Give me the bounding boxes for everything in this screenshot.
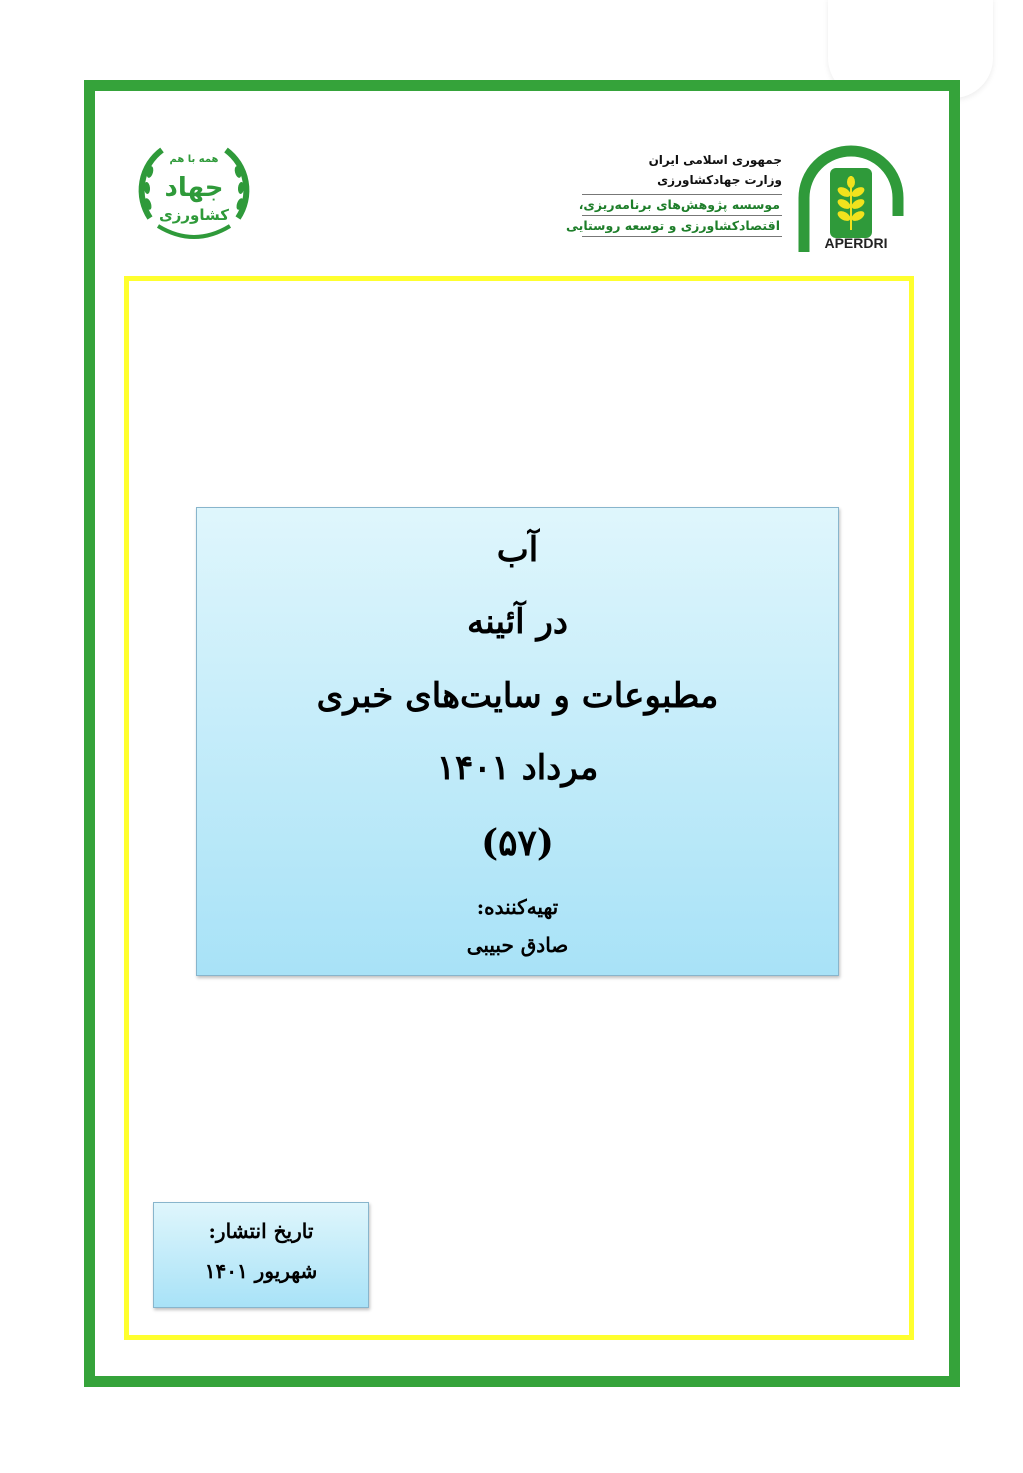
institute-line-2: اقتصادکشاورزی و توسعه روستایی bbox=[582, 215, 782, 237]
aperdri-logo bbox=[790, 140, 912, 262]
svg-text:کشاورزی: کشاورزی bbox=[159, 206, 229, 224]
title-line-3: مطبوعات و سایت‌های خبری bbox=[316, 676, 719, 716]
jahad-keshavarzi-logo bbox=[130, 126, 258, 258]
institute-line-1: موسسه پژوهش‌های برنامه‌ریزی، bbox=[582, 194, 782, 215]
title-box bbox=[196, 507, 839, 976]
svg-text:همه با هم: همه با هم bbox=[169, 154, 219, 165]
title-line-4: مرداد ۱۴۰۱ bbox=[436, 748, 599, 788]
issue-number: (۵۷) bbox=[481, 822, 554, 864]
svg-text:APERDRI: APERDRI bbox=[824, 235, 888, 251]
ministry-header bbox=[566, 150, 782, 237]
author-name: صادق حبیبی bbox=[466, 933, 569, 957]
publication-date-box bbox=[153, 1202, 369, 1308]
svg-text:جهاد: جهاد bbox=[164, 173, 224, 203]
publication-date-value: شهریور ۱۴۰۱ bbox=[204, 1259, 318, 1283]
title-line-2: در آئینه bbox=[466, 602, 569, 642]
publication-date-label: تاریخ انتشار: bbox=[208, 1219, 314, 1243]
title-line-1: آب bbox=[496, 530, 539, 570]
org-line-1: جمهوری اسلامی ایران bbox=[648, 153, 782, 167]
org-line-2: وزارت جهادکشاورزی bbox=[657, 173, 782, 187]
prepared-by-label: تهیه‌کننده: bbox=[476, 895, 559, 919]
